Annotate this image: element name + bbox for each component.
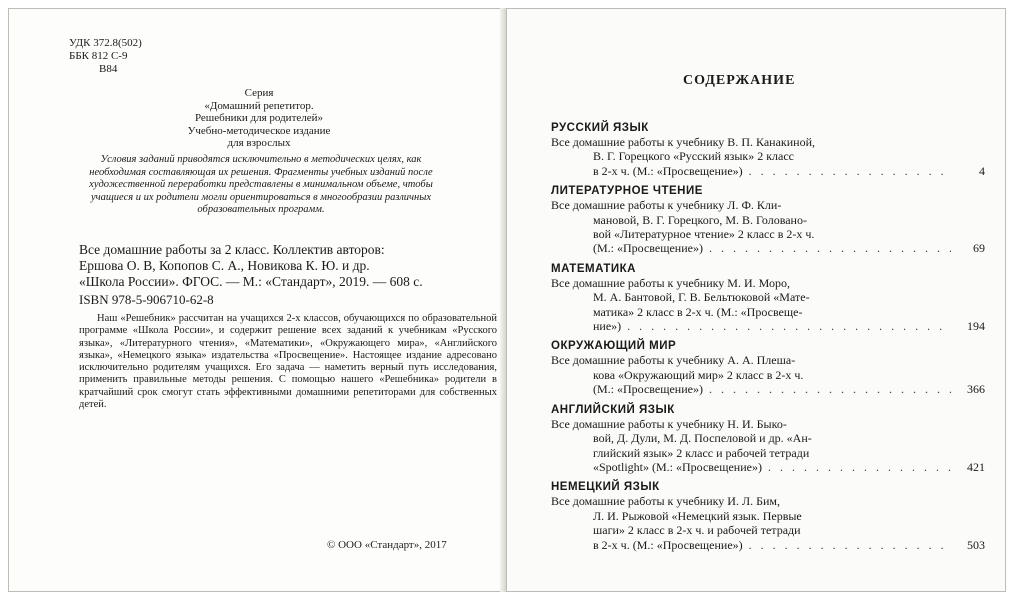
toc-page-number: 503 [967,537,985,552]
bbk-code: ББК 812 С-9 [69,50,128,62]
series-line: Учебно-методическое издание [187,124,331,137]
toc-entry-last-line [551,538,985,552]
toc-section [551,480,985,552]
toc-page-number: 69 [973,241,985,256]
toc-entry-line: в 2-х ч. (М.: «Просвещение») [593,163,743,178]
toc-entry [551,276,985,334]
toc-section [551,262,985,334]
dot-leader [709,382,951,396]
toc-entry-line: «Spotlight» (М.: «Просвещение») [593,459,762,474]
toc-entry-line: Все домашние работы к учебнику А. А. Плеша- [551,353,796,368]
toc-entry-line: вой «Литературное чтение» 2 класс в 2-х ч. [593,227,815,242]
dot-leader [627,319,951,333]
classification-codes [69,37,142,76]
right-page [506,8,1006,592]
isbn: ISBN 978-5-906710-62-8 [79,292,214,307]
dot-leader [749,538,951,552]
contents-title: СОДЕРЖАНИЕ [683,73,796,88]
toc-entry-line: ние») [593,319,622,334]
toc-entry-last-line [551,460,985,474]
copyright: © ООО «Стандарт», 2017 [327,539,447,551]
dot-leader [749,164,951,178]
toc-entry [551,494,985,552]
toc-entry-line: шаги» 2 класс в 2-х ч. и рабочей тетради [593,523,801,538]
bib-line: Ершова О. В, Копопов С. А., Новикова К. Ю. и др. [79,258,370,273]
series-line: для взрослых [227,137,291,149]
toc-section [551,403,985,475]
bib-line: Все домашние работы за 2 класс. Коллектив авторов: [79,242,385,257]
toc-heading: РУССКИЙ ЯЗЫК [551,122,649,134]
dot-leader [709,241,951,255]
toc-page-number: 194 [967,319,985,334]
bibliographic-record [79,242,499,290]
toc-entry-line: Все домашние работы к учебнику И. Л. Бим, [551,494,781,509]
toc-entry-line: В. Г. Горецкого «Русский язык» 2 класс [593,149,795,164]
toc-entry-line: (М.: «Просвещение») [593,382,703,397]
toc-entry [551,135,985,178]
toc-entry-last-line [551,319,985,333]
series-line: «Домашний репетитор. [204,99,314,112]
toc-entry-line: М. А. Бантовой, Г. В. Бельтюковой «Мате- [593,290,810,305]
toc-entry-line: в 2-х ч. (М.: «Просвещение») [593,537,743,552]
series-info [149,87,369,150]
toc-heading: НЕМЕЦКИЙ ЯЗЫК [551,481,660,494]
toc-entry-line: Л. И. Рыжовой «Немецкий язык. Первые [593,508,802,523]
toc-entry-line: матика» 2 класс в 2-х ч. (М.: «Просвеще- [593,304,803,319]
left-page [8,8,504,592]
toc-heading: АНГЛИЙСКИЙ ЯЗЫК [551,403,675,416]
toc-entry-line: (М.: «Просвещение») [593,241,703,256]
toc-entry-line: вой, Д. Дули, М. Д. Поспеловой и др. «Ан- [593,431,812,446]
toc-entry-last-line [551,382,985,396]
toc-entry-line: кова «Окружающий мир» 2 класс в 2-х ч. [593,367,804,382]
toc-page-number: 4 [979,163,985,178]
toc-section [551,184,985,256]
toc-entry [551,417,985,475]
author-mark: В84 [99,63,118,75]
abstract: Наш «Решебник» рассчитан на учащихся 2-х классов, обучающихся по образовательной программе «Школа России», и содержит решение всех заданий к учебникам «Русского языка», «Литературного чтения», «Математики», «Окружающего мира», «Английского языка», «Немецкого языка» издательства «Просвещение». Настоящее издание адресовано исключительно родителям учащихся. Его задача — наметить верный путь исследования, применить правильные методы решения. С помощью нашего «Решебника» родители в кратчайший срок смогут стать эффективными домашними репетиторами для собственных детей. [79,313,497,411]
toc-page-number: 366 [967,382,985,397]
toc-entry-line: Все домашние работы к учебнику Н. И. Быко- [551,416,787,431]
toc-entry-line: мановой, В. Г. Горецкого, М. В. Голованo- [593,212,807,227]
toc-heading: ОКРУЖАЮЩИЙ МИР [551,340,677,353]
bib-line: «Школа России». ФГОС. — М.: «Стандарт», 2019. — 608 с. [79,274,423,289]
toc-entry-line: глийский язык» 2 класс и рабочей тетради [593,445,810,460]
toc-entry-last-line [551,164,985,178]
toc-entry-line: Все домашние работы к учебнику М. И. Моро, [551,275,791,290]
toc-section [551,339,985,396]
toc-heading: МАТЕМАТИКА [551,262,636,275]
toc-entry-line: Все домашние работы к учебнику Л. Ф. Кли- [551,198,782,213]
udk-code: УДК 372.8(502) [69,37,142,49]
toc-heading: ЛИТЕРАТУРНОЕ ЧТЕНИЕ [551,185,703,198]
series-line: Серия [244,87,274,99]
conditions-note: Условия заданий приводятся исключительно в методических целях, как необходимая составляющая их решения. Фрагменты учебных изданий после художественной переработки представлены в минимальном объеме, чтобы учащиеся и их родители могли ориентироваться в многообразии различных образовательных программ. [89,154,433,215]
dot-leader [768,460,951,474]
toc-section [551,121,985,178]
toc-entry [551,198,985,256]
toc-entry [551,353,985,396]
table-of-contents [551,121,985,558]
toc-entry-line: Все домашние работы к учебнику В. П. Канакиной, [551,135,815,149]
toc-page-number: 421 [967,459,985,474]
toc-entry-last-line [551,241,985,255]
series-line: Решебники для родителей» [194,112,324,124]
